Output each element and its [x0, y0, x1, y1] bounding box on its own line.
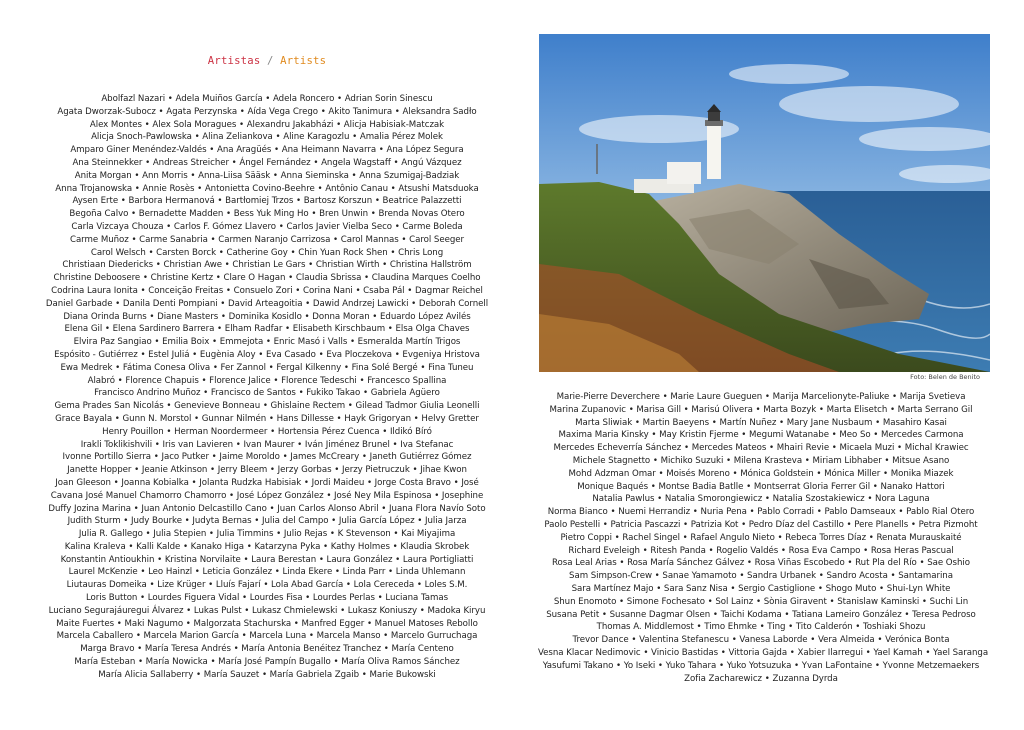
photo-credit: Foto: Belen de Benito	[910, 373, 980, 381]
artist-line: Richard Eveleigh • Ritesh Panda • Rogelio Valdés • Rosa Eva Campo • Rosa Heras Pascual	[568, 545, 954, 556]
artist-line: Amparo Giner Menéndez-Valdés • Ana Aragüés • Ana Heimann Navarra • Ana López Segura	[70, 145, 464, 156]
artist-line: Marina Zupanovic • Marisa Gill • Marisú Olivera • Marta Bozyk • Marta Elisetch • Marta Serrano Gil	[549, 404, 973, 415]
artist-line: Julia R. Gallego • Julia Stepien • Julia Timmins • Julio Rejas • K Stevenson • Kai Miyajima	[78, 529, 456, 540]
lighthouse-photo	[539, 34, 990, 372]
artist-line: Zofia Zacharewicz • Zuzanna Dyrda	[684, 673, 838, 684]
artist-line: Marga Bravo • María Teresa Andrés • María Antonia Benéitez Tranchez • María Centeno	[80, 644, 454, 655]
artist-line: Kalina Kraleva • Kalli Kalde • Kanako Higa • Katarzyna Pyka • Kathy Holmes • Klaudia Skrobek	[64, 541, 470, 552]
artist-line: Diana Orinda Burns • Diane Masters • Dominika Kosidlo • Donna Moran • Eduardo López Avilés	[63, 311, 471, 322]
artist-line: María Esteban • María Nowicka • María José Pampín Bugallo • María Oliva Ramos Sánchez	[74, 657, 460, 668]
artist-line: Konstantin Antioukhin • Kristina Norvilaite • Laura Berestan • Laura González • Laura Portigliatti	[60, 554, 474, 565]
artist-line: Daniel Garbade • Danila Denti Pompiani • David Arteagoitia • Dawid Andrzej Lawicki • Deborah Cornell	[45, 298, 489, 309]
artist-list-left	[44, 93, 490, 682]
artist-line: Maite Fuertes • Maki Nagumo • Malgorzata Stachurska • Manfred Egger • Manuel Matoses Rebollo	[56, 618, 478, 629]
artist-line: Alicja Snoch-Pawlowska • Alina Zeliankova • Aline Karagozlu • Amalia Pérez Molek	[91, 132, 443, 143]
artist-line: Ewa Medrek • Fátima Conesa Oliva • Fer Zannol • Fergal Kilkenny • Fina Solé Bergé • Fina Tuneu	[60, 362, 474, 373]
artist-line: María Alicia Sallaberry • María Sauzet • María Gabriela Zgaib • Marie Bukowski	[98, 669, 436, 680]
artist-line: Trevor Dance • Valentina Stefanescu • Vanesa Laborde • Vera Almeida • Verónica Bonta	[572, 635, 950, 646]
artist-line: Michele Stagnetto • Michiko Suzuki • Milena Krasteva • Miriam Libhaber • Mitsue Asano	[572, 455, 950, 466]
artist-line: Marie-Pierre Deverchere • Marie Laure Gueguen • Marija Marcelionyte-Paliuke • Marija Svetieva	[556, 392, 966, 402]
artist-line: Sam Simpson-Crew • Sanae Yamamoto • Sandra Urbanek • Sandro Acosta • Santamarina	[569, 571, 953, 582]
artist-line: Henry Pouillon • Herman Noordermeer • Hortensia Pérez Cuenca • Ildikó Bíró	[102, 426, 432, 437]
artist-line: Christine Deboosere • Christine Kertz • Clare O Hagan • Claudia Sbrissa • Claudina Marques Coelho	[53, 273, 481, 284]
artist-line: Liutauras Domeika • Lize Krüger • Lluís Fajarí • Lola Abad García • Lola Cereceda • Loles S.M.	[66, 580, 468, 591]
artist-line: Sara Martínez Majo • Sara Sanz Nisa • Sergio Castiglione • Shogo Muto • Shui-Lyn White	[571, 583, 951, 594]
artist-line: Marcela Caballero • Marcela Marion García • Marcela Luna • Marcela Manso • Marcelo Gurruchaga	[56, 631, 478, 642]
artist-line: Natalia Pawlus • Natalia Smorongiewicz • Natalia Szostakiewicz • Nora Laguna	[592, 494, 930, 505]
artist-line: Irakli Toklikishvili • Iris van Lavieren • Ivan Maurer • Iván Jiménez Brunel • Iva Stefanac	[80, 439, 454, 450]
artist-line: Norma Bianco • Nuemi Herrandiz • Nuria Pena • Pablo Corradi • Pablo Damseaux • Pablo Rial Otero	[547, 507, 975, 518]
artist-line: Codrina Laura Ionita • Conceição Freitas • Consuelo Zori • Corina Nani • Csaba Pál • Dagmar Reichel	[51, 285, 483, 296]
artist-line: Rosa Leal Arias • Rosa María Sánchez Gálvez • Rosa Viñas Escobedo • Rut Pla del Río • Sae Oshio	[552, 558, 970, 569]
artist-line: Joan Gleeson • Joanna Kobialka • Jolanta Rudzka Habisiak • Jordi Maideu • Jorge Costa Bravo • José	[55, 477, 479, 488]
artist-line: Ana Steinnekker • Andreas Streicher • Ángel Fernández • Angela Wagstaff • Angú Vázquez	[72, 157, 462, 168]
artist-line: Cavana José Manuel Chamorro Chamorro • José López González • José Ney Mila Espinosa • Josephine	[50, 490, 484, 501]
title-separator: /	[267, 55, 274, 67]
artist-line: Francisco Andrino Muñoz • Francisco de Santos • Fukiko Takao • Gabriela Agüero	[94, 388, 440, 399]
artist-line: Yasufumi Takano • Yo Iseki • Yuko Tahara • Yuko Yotsuzuka • Yvan LaFontaine • Yvonne Metzemaekers	[542, 660, 980, 671]
artist-line: Loris Button • Lourdes Figuera Vidal • Lourdes Fisa • Lourdes Perlas • Luciana Tamas	[85, 593, 449, 604]
artist-line: Mercedes Echeverría Sánchez • Mercedes Mateos • Mhairi Revie • Micaela Muzi • Michal Krawiec	[553, 443, 969, 454]
artist-line: Vesna Klacar Nedimovic • Vinicio Bastidas • Vittoria Gajda • Xabier Ilarregui • Yael Kamah • Yael Saranga	[538, 647, 989, 658]
artist-line: Duffy Jozina Marina • Juan Antonio Delcastillo Cano • Juan Carlos Alonso Abril • Juana Flora Navío Soto	[48, 503, 486, 514]
artist-line: Carla Vizcaya Chouza • Carlos F. Gómez Llavero • Carlos Javier Vielba Seco • Carme Boleda	[71, 221, 463, 232]
artist-line: Marta Sliwiak • Martin Baeyens • Martín Nuñez • Mary Jane Nusbaum • Masahiro Kasai	[575, 417, 947, 428]
artist-line: Paolo Pestelli • Patricia Pascazzi • Patrizia Kot • Pedro Díaz del Castillo • Pere Planells • Petra Pizmoht	[544, 519, 978, 530]
artist-line: Grace Bayala • Gunn N. Morstol • Gunnar Nilmén • Hans Dillesse • Hayk Grigoryan • Helvy Gretter	[55, 413, 479, 424]
artist-list-right	[538, 391, 989, 685]
lighthouse-coast-image	[539, 34, 990, 372]
artist-line: Carol Welsch • Carsten Borck • Catherine Goy • Chin Yuan Rock Shen • Chris Long	[90, 247, 444, 258]
artist-line: Luciano Segurajáuregui Álvarez • Lukas Pulst • Lukasz Chmielewski • Lukasz Koniuszy • Madoka Kiryu	[48, 605, 486, 616]
artist-line: Gema Prades San Nicolás • Genevieve Bonneau • Ghislaine Rectem • Gilead Tadmor Giulia Leonelli	[54, 401, 480, 412]
title-english: Artists	[280, 55, 327, 67]
artist-line: Elena Gil • Elena Sardinero Barrera • Elham Radfar • Elisabeth Kirschbaum • Elsa Olga Chaves	[64, 324, 470, 335]
artist-line: Judith Sturm • Judy Bourke • Judyta Bernas • Julia del Campo • Julia García López • Julia Jarza	[67, 516, 467, 527]
artist-line: Anna Trojanowska • Annie Rosès • Antonietta Covino-Beehre • Antônio Canau • Atsushi Matsduoka	[55, 183, 479, 194]
artist-line: Pietro Coppi • Rachel Singel • Rafael Angulo Nieto • Rebeca Torres Díaz • Renata Murauskaité	[560, 532, 962, 543]
artist-line: Agata Dworzak-Subocz • Agata Perzynska • Aída Vega Crego • Akito Tanimura • Aleksandra Sadło	[57, 106, 477, 117]
artist-line: Mohd Adzman Omar • Moisés Moreno • Mónica Goldstein • Mónica Miller • Monika Miazek	[568, 468, 954, 479]
artist-line: Shun Enomoto • Simone Fochesato • Sol Lainz • Sònia Giravent • Stanislaw Kaminski • Suchi Lin	[553, 596, 969, 607]
artist-line: Janette Hopper • Jeanie Atkinson • Jerry Bleem • Jerzy Gorbas • Jerzy Pietruczuk • Jihae Kwon	[67, 465, 467, 476]
artist-line: Susana Petit • Susanne Dagmar Olsen • Taichi Kodama • Tatiana Lameiro González • Teresa Pedroso	[546, 609, 976, 620]
artist-line: Begoña Calvo • Bernadette Madden • Bess Yuk Ming Ho • Bren Unwin • Brenda Novas Otero	[69, 209, 465, 220]
artist-line: Elvira Paz Sangiao • Emilia Boix • Emmejota • Enric Masó i Valls • Esmeralda Martín Trigos	[73, 337, 461, 348]
artist-line: Christiaan Diedericks • Christian Awe • Christian Le Gars • Christian Wirth • Christina Hallström	[62, 260, 472, 271]
artist-line: Maxima Maria Kinsky • May Kristin Fjerme • Megumi Watanabe • Meo So • Mercedes Carmona	[558, 430, 964, 441]
artist-line: Carme Muñoz • Carme Sanabria • Carmen Naranjo Carrizosa • Carol Mannas • Carol Seeger	[69, 234, 465, 245]
artist-line: Alex Montes • Alex Sola Moragues • Alexandru Jakabházi • Alicja Habisiak-Matczak	[89, 119, 445, 130]
artist-line: Thomas A. Middlemost • Timo Ehmke • Ting • Tito Calderón • Toshiaki Shozu	[596, 622, 926, 633]
artist-line: Alabró • Florence Chapuis • Florence Jalice • Florence Tedeschi • Francesco Spallina	[87, 375, 447, 386]
artist-line: Aysen Erte • Barbora Hermanová • Bartłomiej Trzos • Bartosz Korszun • Beatrice Palazzetti	[72, 196, 462, 207]
title-spanish: Artistas	[207, 55, 261, 67]
artist-line: Monique Baqués • Montse Badia Batlle • Montserrat Gloria Ferrer Gil • Nanako Hattori	[577, 481, 945, 492]
section-title	[44, 55, 490, 67]
artist-line: Laurel McKenzie • Leo Hainzl • Leticia González • Linda Ekere • Linda Parr • Linda Uhlemann	[68, 567, 466, 578]
artist-line: Abolfazl Nazari • Adela Muiños García • Adela Roncero • Adrian Sorin Sinescu	[101, 94, 433, 104]
artist-line: Ivonne Portillo Sierra • Jaco Putker • Jaime Moroldo • James McCreary • Janeth Gutiérrez Gómez	[62, 452, 472, 463]
artist-line: Espósito - Gutiérrez • Estel Juliá • Eugènia Aloy • Eva Casado • Eva Ploczekova • Evgeniya Hristova	[54, 349, 480, 360]
artist-line: Anita Morgan • Ann Morris • Anna-Liisa Sääsk • Anna Sieminska • Anna Szumigaj-Badziak	[74, 170, 460, 181]
